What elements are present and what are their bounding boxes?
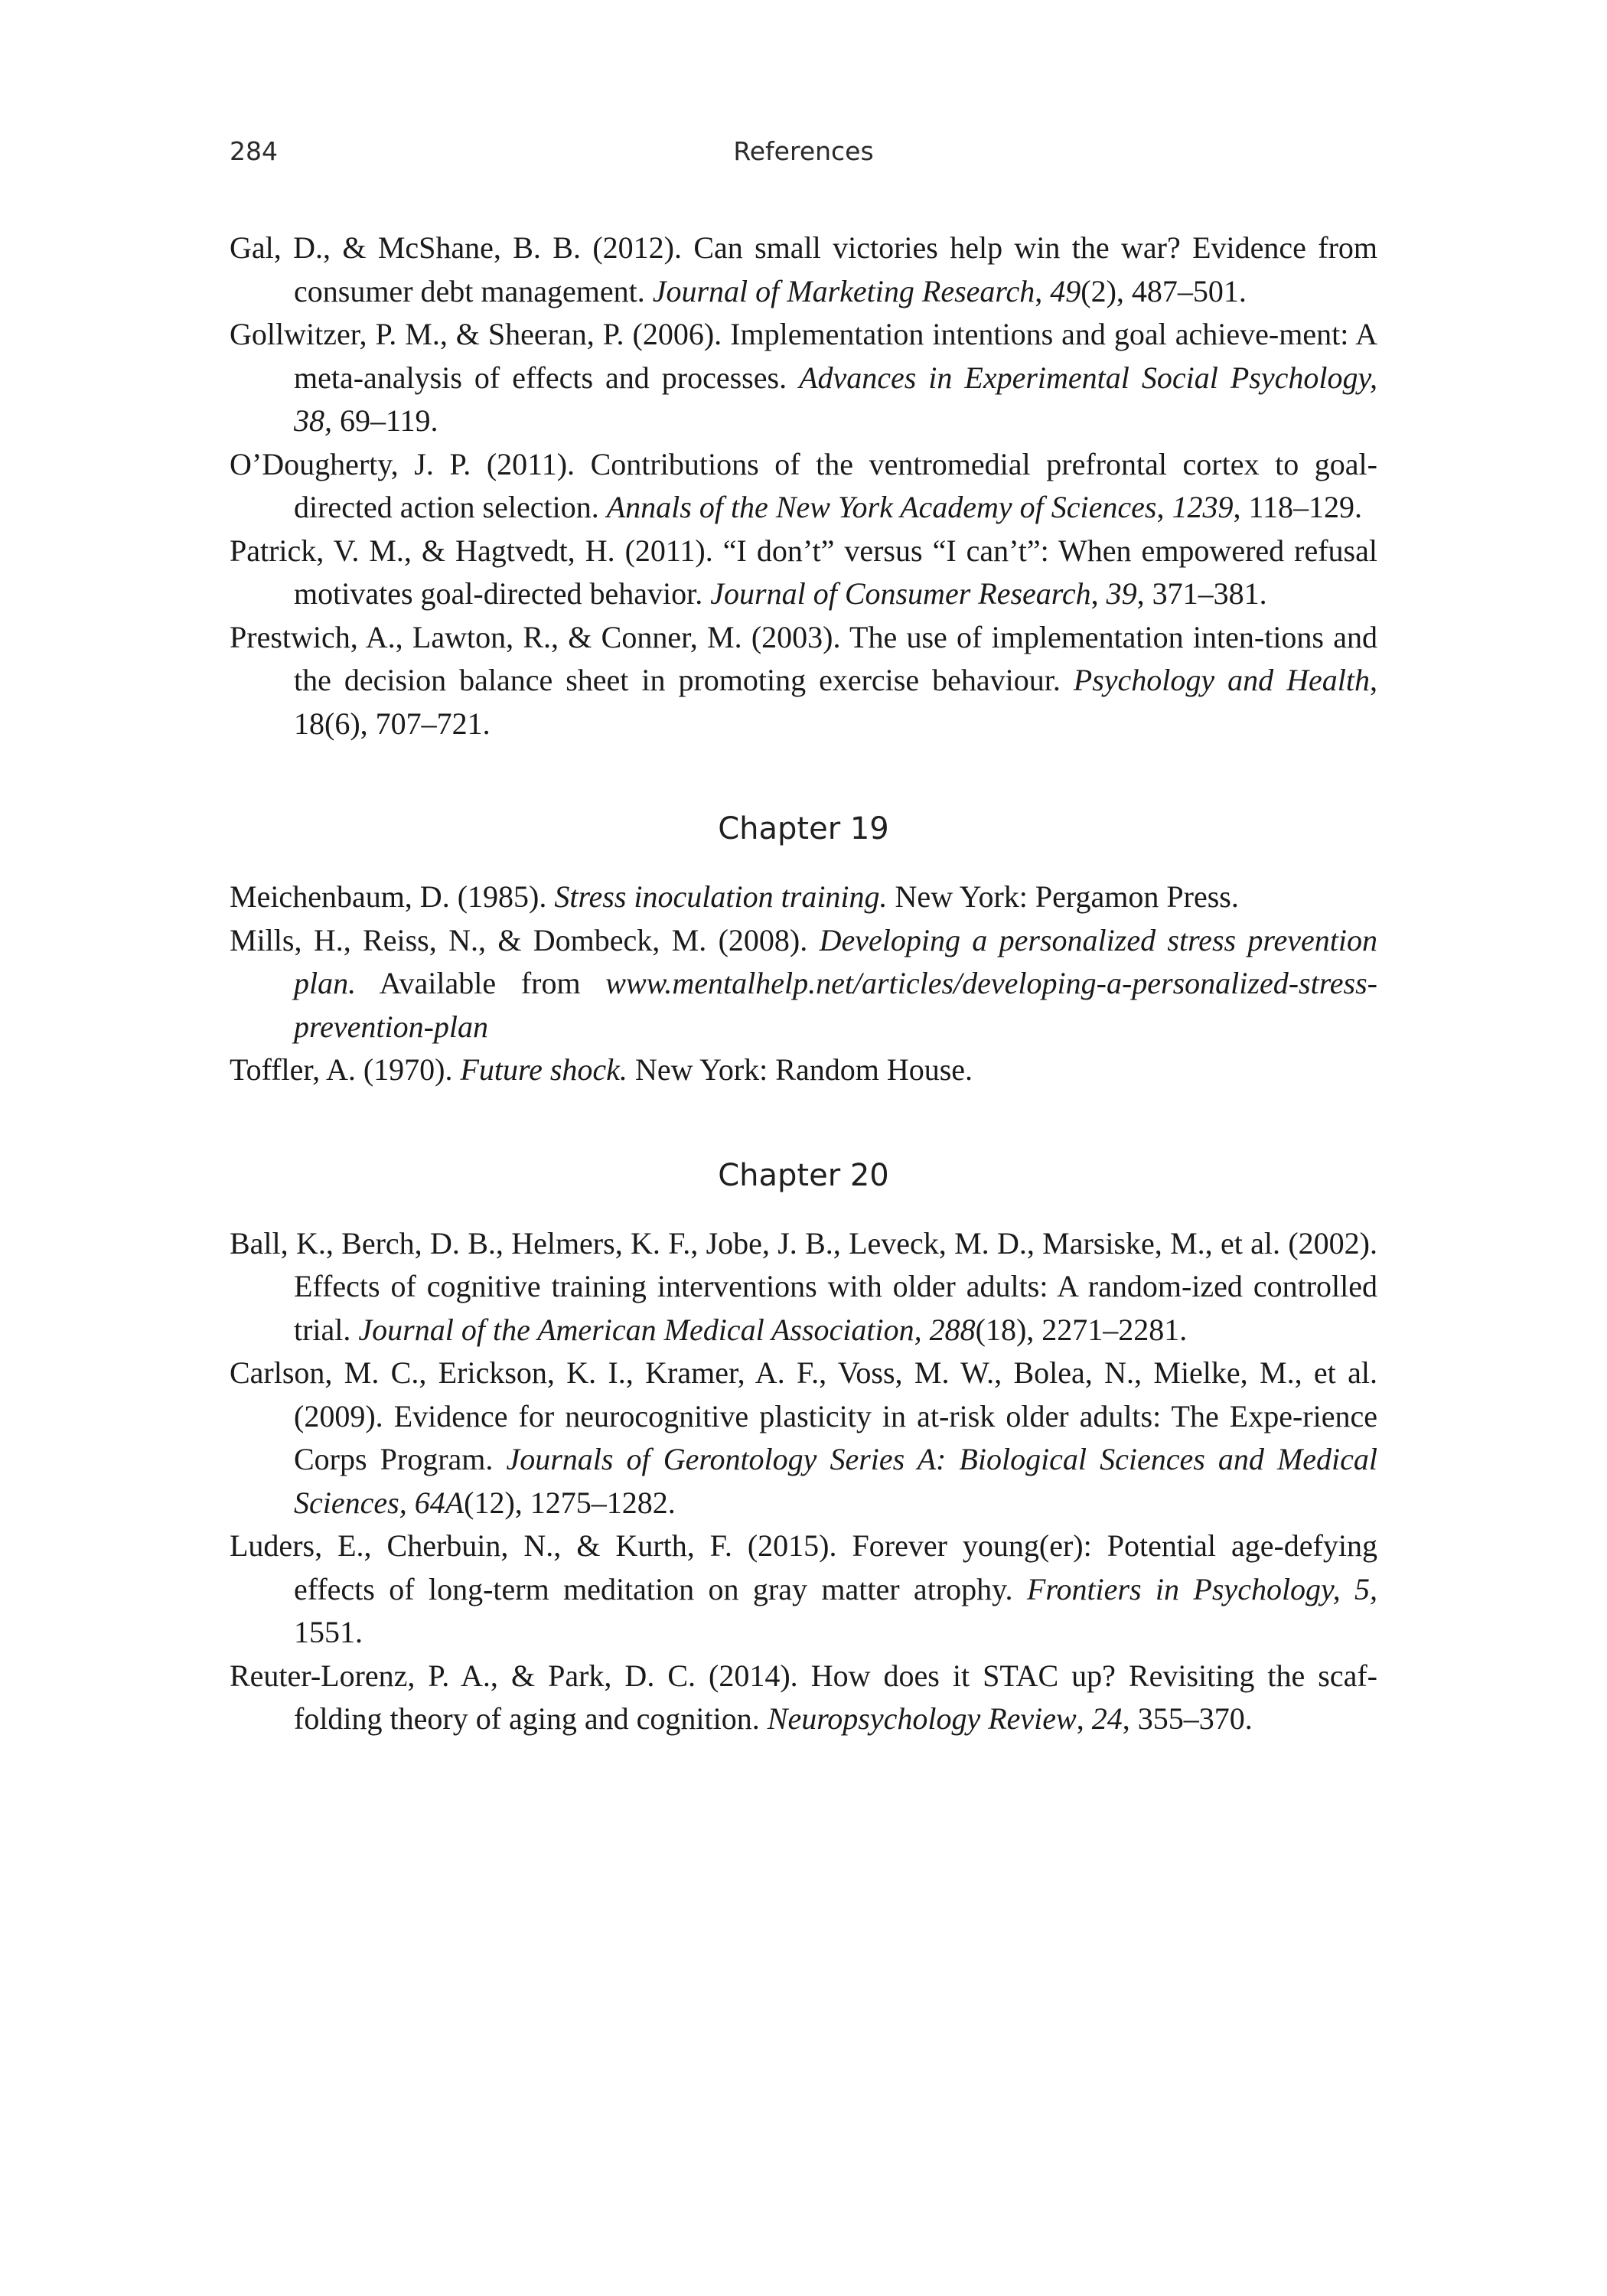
chapter-heading: Chapter 20 [718,1157,889,1193]
reference-text: , [1035,273,1051,308]
reference-entry [230,1222,1377,1352]
reference-text: O’Dougherty, J. P. (2011). Contributions of the ventromedial prefrontal cortex to goal-directed action selection. [230,446,1377,524]
reference-italic-text: Frontiers in Psychology, 5, [1026,1571,1377,1606]
reference-entry [230,227,1377,313]
reference-italic-text: 24 [1091,1701,1123,1736]
reference-italic-text: Advances in Experimental Social Psychology, 38, [294,360,1378,438]
reference-entry [230,1525,1377,1655]
reference-text: Prestwich, A., Lawton, R., & Conner, M. (2003). The use of implementation inten-tions and the decision balance sheet in promoting exercise behaviour. [230,619,1377,697]
reference-text: Mills, H., Reiss, N., & Dombeck, M. (2008). [230,922,820,957]
reference-entry [230,876,1377,919]
reference-text: New York: Pergamon Press. [887,879,1239,914]
reference-italic-text: Psychology and Health [1073,663,1370,697]
reference-entry [230,1049,1377,1092]
reference-text: , [1076,1701,1092,1736]
reference-entry [230,443,1377,530]
reference-entry [230,530,1377,616]
reference-text: , 18(6), 707–721. [294,663,1377,741]
reference-text: , 118–129. [1233,490,1363,524]
reference-text: , [1090,576,1107,611]
reference-text: Patrick, V. M., & Hagtvedt, H. (2011). “I don’t” versus “I can’t”: When empowered refusal motivates goal-directed behavior. [230,533,1377,611]
chapter-heading: Chapter 19 [718,811,889,846]
running-head [230,136,1377,173]
reference-text: , 371–381. [1136,576,1267,611]
reference-entry [230,616,1377,746]
reference-italic-text: Journal of Marketing Research [652,273,1035,308]
reference-entry [230,1352,1377,1525]
reference-italic-text: Developing a personalized stress prevention plan. [294,922,1377,1000]
reference-text: Available from [356,966,606,1000]
reference-text: Luders, E., Cherbuin, N., & Kurth, F. (2015). Forever young(er): Potential age-defying effects of long-term meditation on gray matter atrophy. [230,1528,1377,1606]
reference-italic-text: Journal of Consumer Research [710,576,1091,611]
reference-text: (12), 1275–1282. [464,1485,676,1520]
reference-list [230,876,1377,1092]
reference-list [230,227,1377,745]
running-title: References [733,136,874,166]
reference-text: Reuter-Lorenz, P. A., & Park, D. C. (2014). How does it STAC up? Revisiting the scaf-folding theory of aging and cognition. [230,1658,1377,1736]
reference-italic-text: Stress inoculation training. [554,879,888,914]
reference-italic-text: Annals of the New York Academy of Sciences [606,490,1157,524]
reference-italic-text: 49 [1050,273,1081,308]
reference-entry [230,919,1377,1049]
reference-text: , 355–370. [1122,1701,1253,1736]
references-content [230,227,1377,1741]
reference-italic-text: 1239 [1172,490,1234,524]
reference-list [230,1222,1377,1741]
reference-entry [230,1655,1377,1741]
reference-text: 69–119. [332,403,438,438]
reference-italic-text: Journal of the American Medical Association, 288 [358,1312,976,1347]
reference-italic-text: 39 [1106,576,1137,611]
reference-text: Gollwitzer, P. M., & Sheeran, P. (2006). Implementation intentions and goal achieve-ment: A meta-analysis of effects and processes. [230,317,1377,395]
reference-italic-text: www.mentalhelp.net/articles/developing-a-personalized-stress-prevention-plan [294,966,1377,1044]
reference-text: , [1156,490,1172,524]
reference-text: Meichenbaum, D. (1985). [230,879,555,914]
reference-text: (2), 487–501. [1081,273,1247,308]
reference-italic-text: Future shock. [460,1052,627,1087]
reference-italic-text: Neuropsychology Review [767,1701,1077,1736]
reference-text: Toffler, A. (1970). [230,1052,461,1087]
reference-italic-text: Journals of Gerontology Series A: Biological Sciences and Medical Sciences, 64A [294,1442,1377,1520]
reference-text: New York: Random House. [627,1052,973,1087]
reference-text: Carlson, M. C., Erickson, K. I., Kramer, A. F., Voss, M. W., Bolea, N., Mielke, M., et al. (2009). Evidence for neurocognitive plasticity in at-risk older adults: The Expe-rience Corps Program. [230,1355,1377,1476]
page-number: 284 [230,136,278,166]
reference-text: Ball, K., Berch, D. B., Helmers, K. F., Jobe, J. B., Leveck, M. D., Marsiske, M., et al. (2002). Effects of cognitive training interventions with older adults: A random-ized controlled trial. [230,1225,1377,1347]
reference-text: Gal, D., & McShane, B. B. (2012). Can small victories help win the war? Evidence from consumer debt management. [230,230,1377,308]
reference-text: 1551. [294,1615,363,1649]
reference-entry [230,313,1377,443]
reference-text: (18), 2271–2281. [975,1312,1188,1347]
